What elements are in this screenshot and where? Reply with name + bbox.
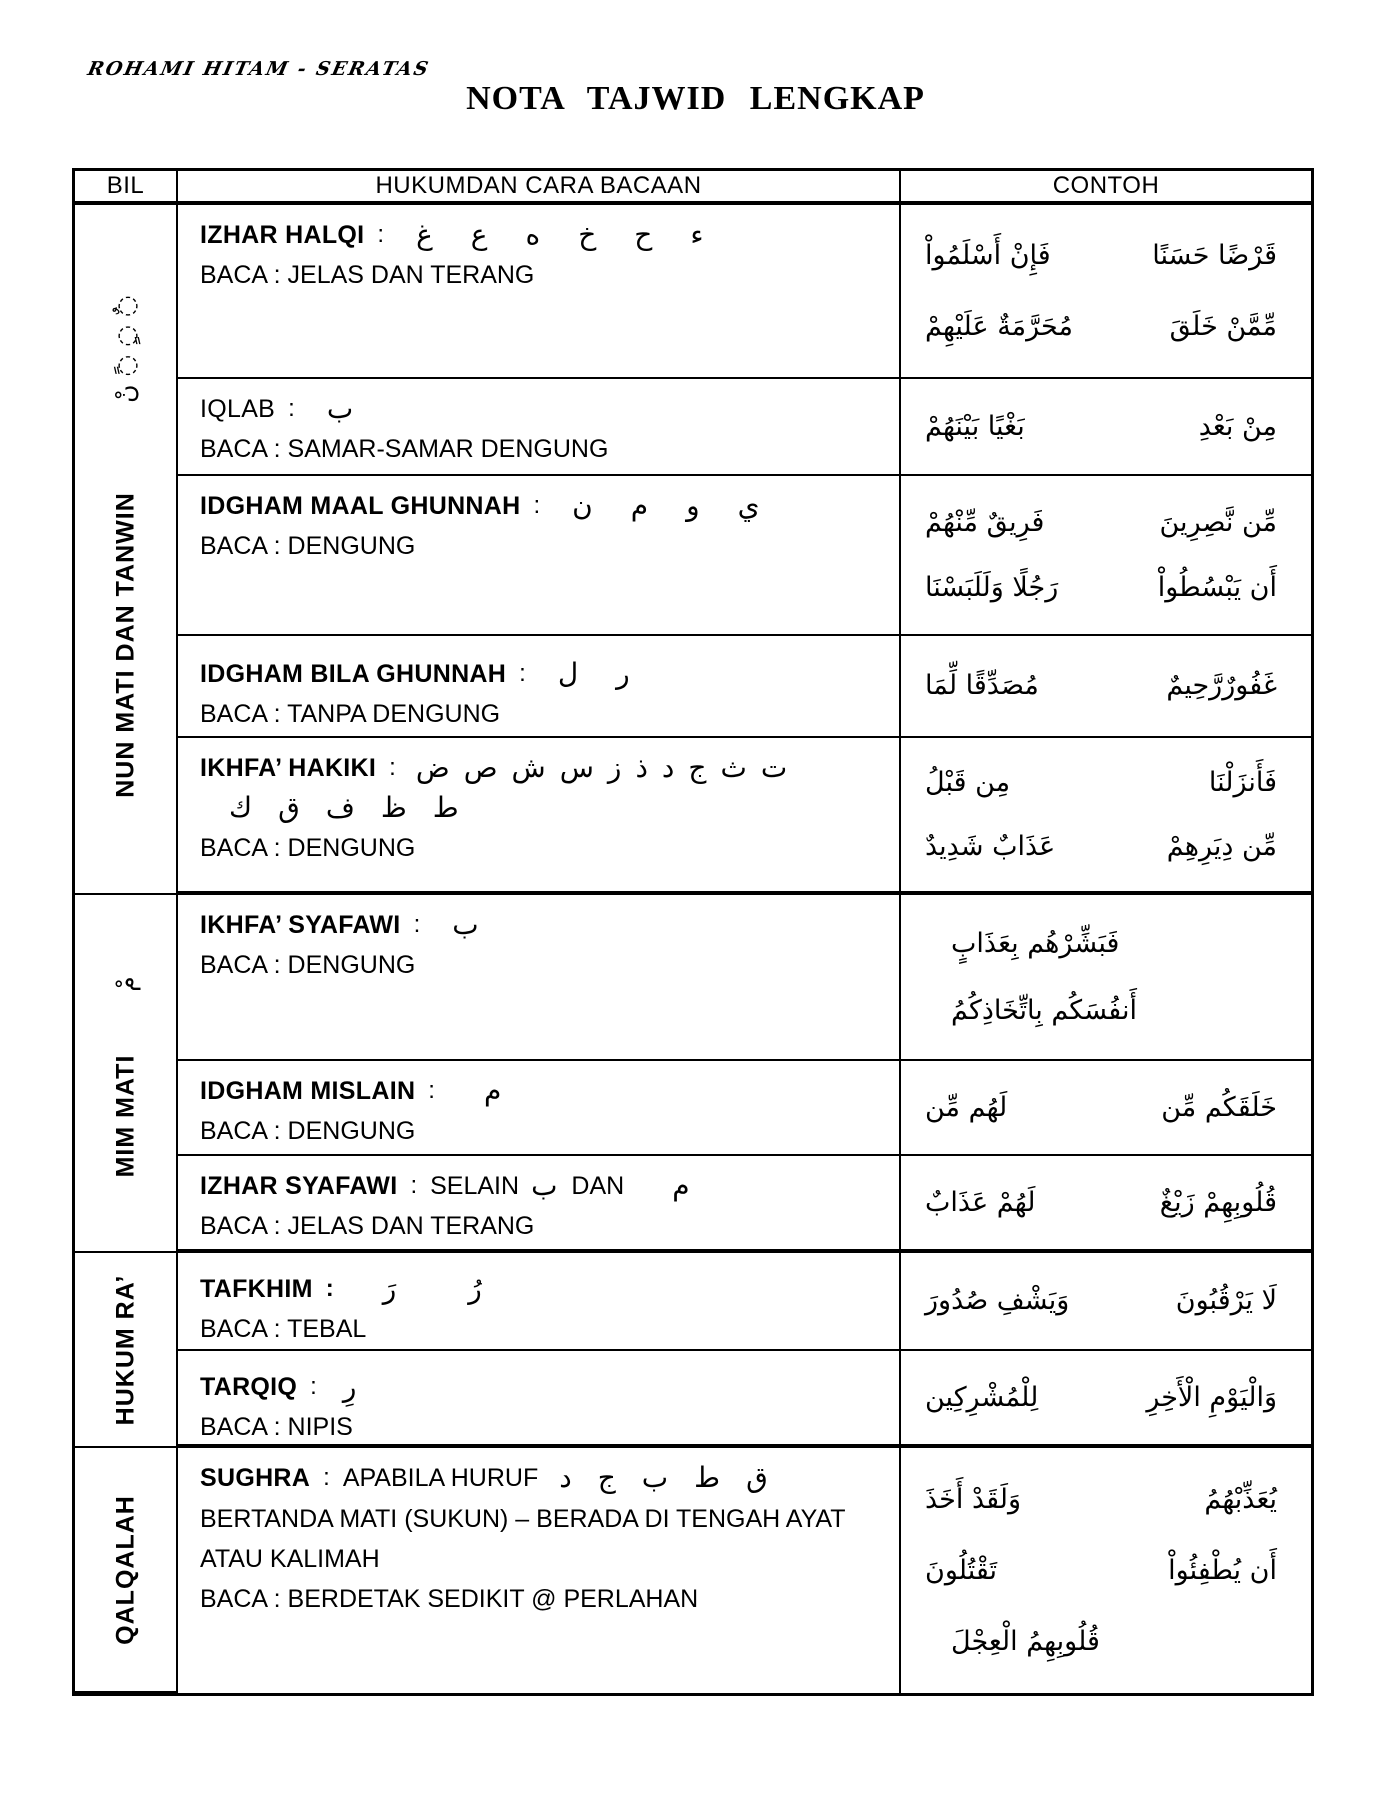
rule-ikhfa-syafawi (178, 895, 901, 1061)
apabila-huruf-text: APABILA HURUF (342, 1463, 539, 1492)
arabic-letter: ث (720, 751, 747, 784)
arabic-letter: ج (597, 1461, 616, 1494)
arabic-letter: ب (531, 1169, 558, 1202)
arabic-example: لَهُم مِّن (925, 1091, 1008, 1123)
baca-line: BACA : DENGUNG (200, 532, 416, 561)
arabic-letter: ص (463, 751, 498, 784)
arabic-example: لَا يَرْقُبُونَ (1175, 1285, 1277, 1317)
example-line (925, 987, 1277, 1034)
rule-sughra (178, 1448, 901, 1693)
nun-mati-symbol: نْ ◌ً ◌ٍ ◌ٌ (111, 295, 140, 404)
baca-line: BACA : TEBAL (200, 1315, 367, 1344)
rule-title: IKHFA’ HAKIKI (200, 753, 377, 782)
colon: : (323, 1464, 330, 1492)
arabic-letter: ل (557, 657, 579, 690)
rule-letters (409, 752, 794, 784)
colon: : (533, 492, 541, 520)
section-label: NUN MATI DAN TANWIN (111, 492, 139, 799)
rule-line (200, 1462, 891, 1494)
arabic-example: بَغْيًا بَيْنَهُمْ (925, 410, 1025, 442)
example-line (925, 232, 1277, 279)
arabic-letter: و (686, 489, 700, 522)
rule-title: IDGHAM MISLAIN (200, 1076, 416, 1105)
arabic-letter: ط (432, 791, 459, 825)
rule-letters (553, 490, 778, 522)
rule-title: TARQIQ (200, 1372, 298, 1401)
contoh-ikhfa-syafawi (901, 895, 1311, 1061)
arabic-letter: ي (737, 489, 760, 522)
example-line (925, 1547, 1277, 1594)
baca-line: BACA : SAMAR-SAMAR DENGUNG (200, 435, 609, 464)
arabic-letter: ن (572, 489, 593, 522)
colon: : (288, 395, 295, 423)
arabic-letter: رِ (342, 1370, 357, 1403)
colon: : (310, 1373, 317, 1401)
arabic-letter: رُ (468, 1272, 482, 1305)
rule-title: SUGHRA (200, 1463, 311, 1492)
baca-line: BACA : DENGUNG (200, 834, 416, 863)
rule-title: IZHAR HALQI (200, 220, 365, 249)
arabic-example: يُعَذِّبْهُمُ (1204, 1483, 1277, 1515)
arabic-example: رَجُلًا وَلَلَبَسْنَا (925, 572, 1059, 604)
arabic-letter: ب (452, 908, 479, 941)
baca-line: BACA : NIPIS (200, 1413, 353, 1442)
header-hukum: HUKUMDAN CARA BACAAN (178, 171, 901, 205)
rule-line (200, 1170, 891, 1202)
page-title: NOTA TAJWID LENGKAP (466, 80, 925, 117)
arabic-letter: ج (688, 751, 707, 784)
example-line (925, 920, 1277, 967)
arabic-letter: ش (511, 751, 546, 784)
section-qalqalah (75, 1448, 178, 1693)
baca-line: BACA : BERDETAK SEDIKIT @ PERLAHAN (200, 1585, 699, 1614)
rule-letters (347, 1273, 518, 1305)
contoh-sughra (901, 1448, 1311, 1693)
rule-letters (539, 658, 649, 690)
arabic-letter: ت (760, 751, 788, 784)
dan-text: DAN (571, 1171, 625, 1200)
arabic-letter: ز (607, 751, 622, 784)
colon: : (410, 1172, 418, 1200)
arabic-example: وَيَشْفِ صُدُورَ (925, 1285, 1070, 1317)
arabic-example: قُلُوبِهِمْ زَيْغٌ (1159, 1186, 1277, 1218)
arabic-letter: ق (746, 1461, 768, 1494)
rule-title: IDGHAM BILA GHUNNAH (200, 659, 507, 688)
rule-line (200, 393, 891, 425)
contoh-izhar-halqi (901, 205, 1311, 379)
section-mim-mati (75, 895, 178, 1253)
selain-text: SELAIN (430, 1171, 520, 1200)
contoh-izhar-syafawi (901, 1156, 1311, 1253)
rule-letters (433, 909, 497, 941)
baca-line: BACA : JELAS DAN TERANG (200, 1212, 535, 1241)
section-hukum-ra (75, 1253, 178, 1448)
rule-line (200, 1371, 891, 1403)
example-line (925, 662, 1277, 709)
arabic-example: فَأَنزَلْنَا (1208, 766, 1277, 798)
arabic-example: عَذَابٌ شَدِيدٌ (925, 830, 1056, 862)
arabic-letter: ط (694, 1461, 721, 1494)
example-line (925, 823, 1277, 870)
arabic-letter: د (559, 1461, 572, 1494)
arabic-example: قُلُوبِهِمُ الْعِجْلَ (951, 1625, 1100, 1657)
rule-tarqiq (178, 1351, 901, 1448)
example-line (925, 1277, 1277, 1324)
contoh-idgham-maal-ghunnah (901, 476, 1311, 636)
arabic-letter: م (630, 489, 649, 522)
rule-idgham-mislain (178, 1061, 901, 1156)
arabic-example: أَنفُسَكُم بِاتِّخَاذِكُمُ (951, 995, 1137, 1027)
arabic-letter: ض (415, 751, 450, 784)
arabic-letter: رَ (382, 1272, 397, 1305)
handwritten-note: ROHAMI HITAM - SERATAS (85, 58, 432, 80)
arabic-letter: ع (470, 218, 488, 251)
example-line (925, 759, 1277, 806)
rule-title: IQLAB (200, 394, 276, 423)
arabic-letter: ظ (380, 791, 407, 825)
example-line (925, 499, 1277, 546)
section-label: HUKUM RA’ (111, 1274, 139, 1425)
rule-letters (546, 1462, 781, 1494)
arabic-letter: ح (634, 218, 653, 251)
colon: : (325, 1275, 334, 1303)
arabic-example: أَن يُطْفِئُواْ (1168, 1554, 1277, 1586)
rule-letters (430, 1170, 689, 1202)
arabic-example: وَالْيَوْمِ الْأَخِرِ (1146, 1381, 1277, 1413)
arabic-letter: ب (641, 1461, 669, 1494)
baca-line: BACA : DENGUNG (200, 951, 416, 980)
contoh-idgham-mislain (901, 1061, 1311, 1156)
rule-letters (397, 219, 722, 251)
rule-description: BERTANDA MATI (SUKUN) – BERADA DI TENGAH AYAT (200, 1505, 846, 1534)
arabic-letter: د (661, 751, 675, 784)
arabic-example: تَقْتُلُونَ (925, 1554, 998, 1586)
arabic-example: لِلْمُشْرِكِين (925, 1381, 1039, 1413)
arabic-letter: م (483, 1074, 502, 1107)
colon: : (377, 221, 385, 249)
example-line (925, 303, 1277, 350)
rule-letters (448, 1075, 537, 1107)
arabic-letter: ء (690, 218, 704, 251)
contoh-tarqiq (901, 1351, 1311, 1448)
arabic-letter: ق (278, 791, 300, 825)
rule-line (200, 752, 891, 784)
arabic-letter: ر (616, 657, 630, 690)
arabic-example: مِّمَّنْ خَلَقَ (1169, 310, 1277, 342)
rule-line (200, 909, 891, 941)
arabic-letter: ذ (635, 751, 648, 784)
contoh-idgham-bila-ghunnah (901, 636, 1311, 738)
arabic-example: لَهُمْ عَذَابٌ (925, 1186, 1036, 1218)
mim-mati-symbol: مْ (111, 976, 140, 992)
header-contoh: CONTOH (901, 171, 1311, 205)
rule-izhar-halqi (178, 205, 901, 379)
arabic-letter: غ (416, 218, 433, 251)
arabic-letter: ف (325, 791, 355, 825)
arabic-example: مِّن دِيَرِهِمْ (1166, 830, 1277, 862)
rule-description: ATAU KALIMAH (200, 1545, 380, 1574)
rule-letters (308, 393, 372, 425)
arabic-letter: س (559, 751, 594, 784)
rule-title: IKHFA’ SYAFAWI (200, 910, 401, 939)
baca-line: BACA : JELAS DAN TERANG (200, 261, 535, 290)
rule-title: TAFKHIM (200, 1274, 313, 1303)
rule-line (200, 658, 891, 690)
arabic-example: مِّن نَّصِرِينَ (1159, 506, 1277, 538)
baca-line: BACA : DENGUNG (200, 1117, 416, 1146)
arabic-example: وَلَقَدْ أَخَذَ (925, 1483, 1022, 1515)
arabic-letter: خ (578, 218, 597, 251)
rule-title: IZHAR SYAFAWI (200, 1171, 398, 1200)
arabic-letter: ه (525, 218, 541, 251)
example-line (925, 1179, 1277, 1226)
rule-idgham-bila-ghunnah (178, 636, 901, 738)
rule-idgham-maal-ghunnah (178, 476, 901, 636)
tajwid-table (72, 168, 1314, 1696)
arabic-example: خَلَقَكُم مِّن (1161, 1091, 1277, 1123)
arabic-letter: ب (326, 392, 354, 425)
section-label: MIM MATI (111, 1054, 139, 1178)
example-line (925, 1374, 1277, 1421)
section-nun-mati-dan-tanwin (75, 205, 178, 895)
colon: : (428, 1077, 435, 1105)
rule-line (200, 1273, 891, 1305)
colon: : (389, 754, 396, 782)
rule-tafkhim (178, 1253, 901, 1351)
rule-iqlab (178, 379, 901, 476)
rule-line (200, 219, 891, 251)
rule-letters (330, 1371, 370, 1403)
contoh-iqlab (901, 379, 1311, 476)
arabic-letter: ك (229, 791, 253, 825)
arabic-example: فَإِنْ أَسْلَمُواْ (925, 240, 1051, 272)
example-line (925, 1476, 1277, 1523)
arabic-example: قَرْضًا حَسَنًا (1152, 240, 1277, 272)
rule-line (216, 792, 891, 824)
rule-line (200, 1075, 891, 1107)
arabic-letter: م (672, 1169, 690, 1202)
example-line (925, 1618, 1277, 1665)
header-bil: BIL (75, 171, 178, 205)
example-line (925, 1084, 1277, 1131)
colon: : (413, 911, 421, 939)
rule-line (200, 490, 891, 522)
contoh-ikhfa-hakiki (901, 738, 1311, 895)
rule-letters (216, 792, 472, 824)
arabic-example: فَرِيقٌ مِّنْهُمْ (925, 506, 1045, 538)
rule-izhar-syafawi (178, 1156, 901, 1253)
arabic-example: مُصَدِّقًا لِّمَا (925, 670, 1039, 702)
arabic-example: مُحَرَّمَةٌ عَلَيْهِمْ (925, 310, 1073, 342)
rule-title: IDGHAM MAAL GHUNNAH (200, 491, 521, 520)
arabic-example: غَفُورٌرَّحِيمٌ (1166, 670, 1277, 702)
arabic-example: مِنْ بَعْدِ (1198, 410, 1277, 442)
baca-line: BACA : TANPA DENGUNG (200, 700, 501, 729)
arabic-example: أَن يَبْسُطُواْ (1157, 572, 1277, 604)
rule-ikhfa-hakiki (178, 738, 901, 895)
example-line (925, 403, 1277, 450)
colon: : (519, 660, 526, 688)
arabic-example: فَبَشِّرْهُم بِعَذَابٍ (951, 927, 1120, 959)
section-label: QALQALAH (111, 1494, 139, 1645)
example-line (925, 564, 1277, 611)
arabic-example: مِن قَبْلُ (925, 766, 1011, 798)
contoh-tafkhim (901, 1253, 1311, 1351)
